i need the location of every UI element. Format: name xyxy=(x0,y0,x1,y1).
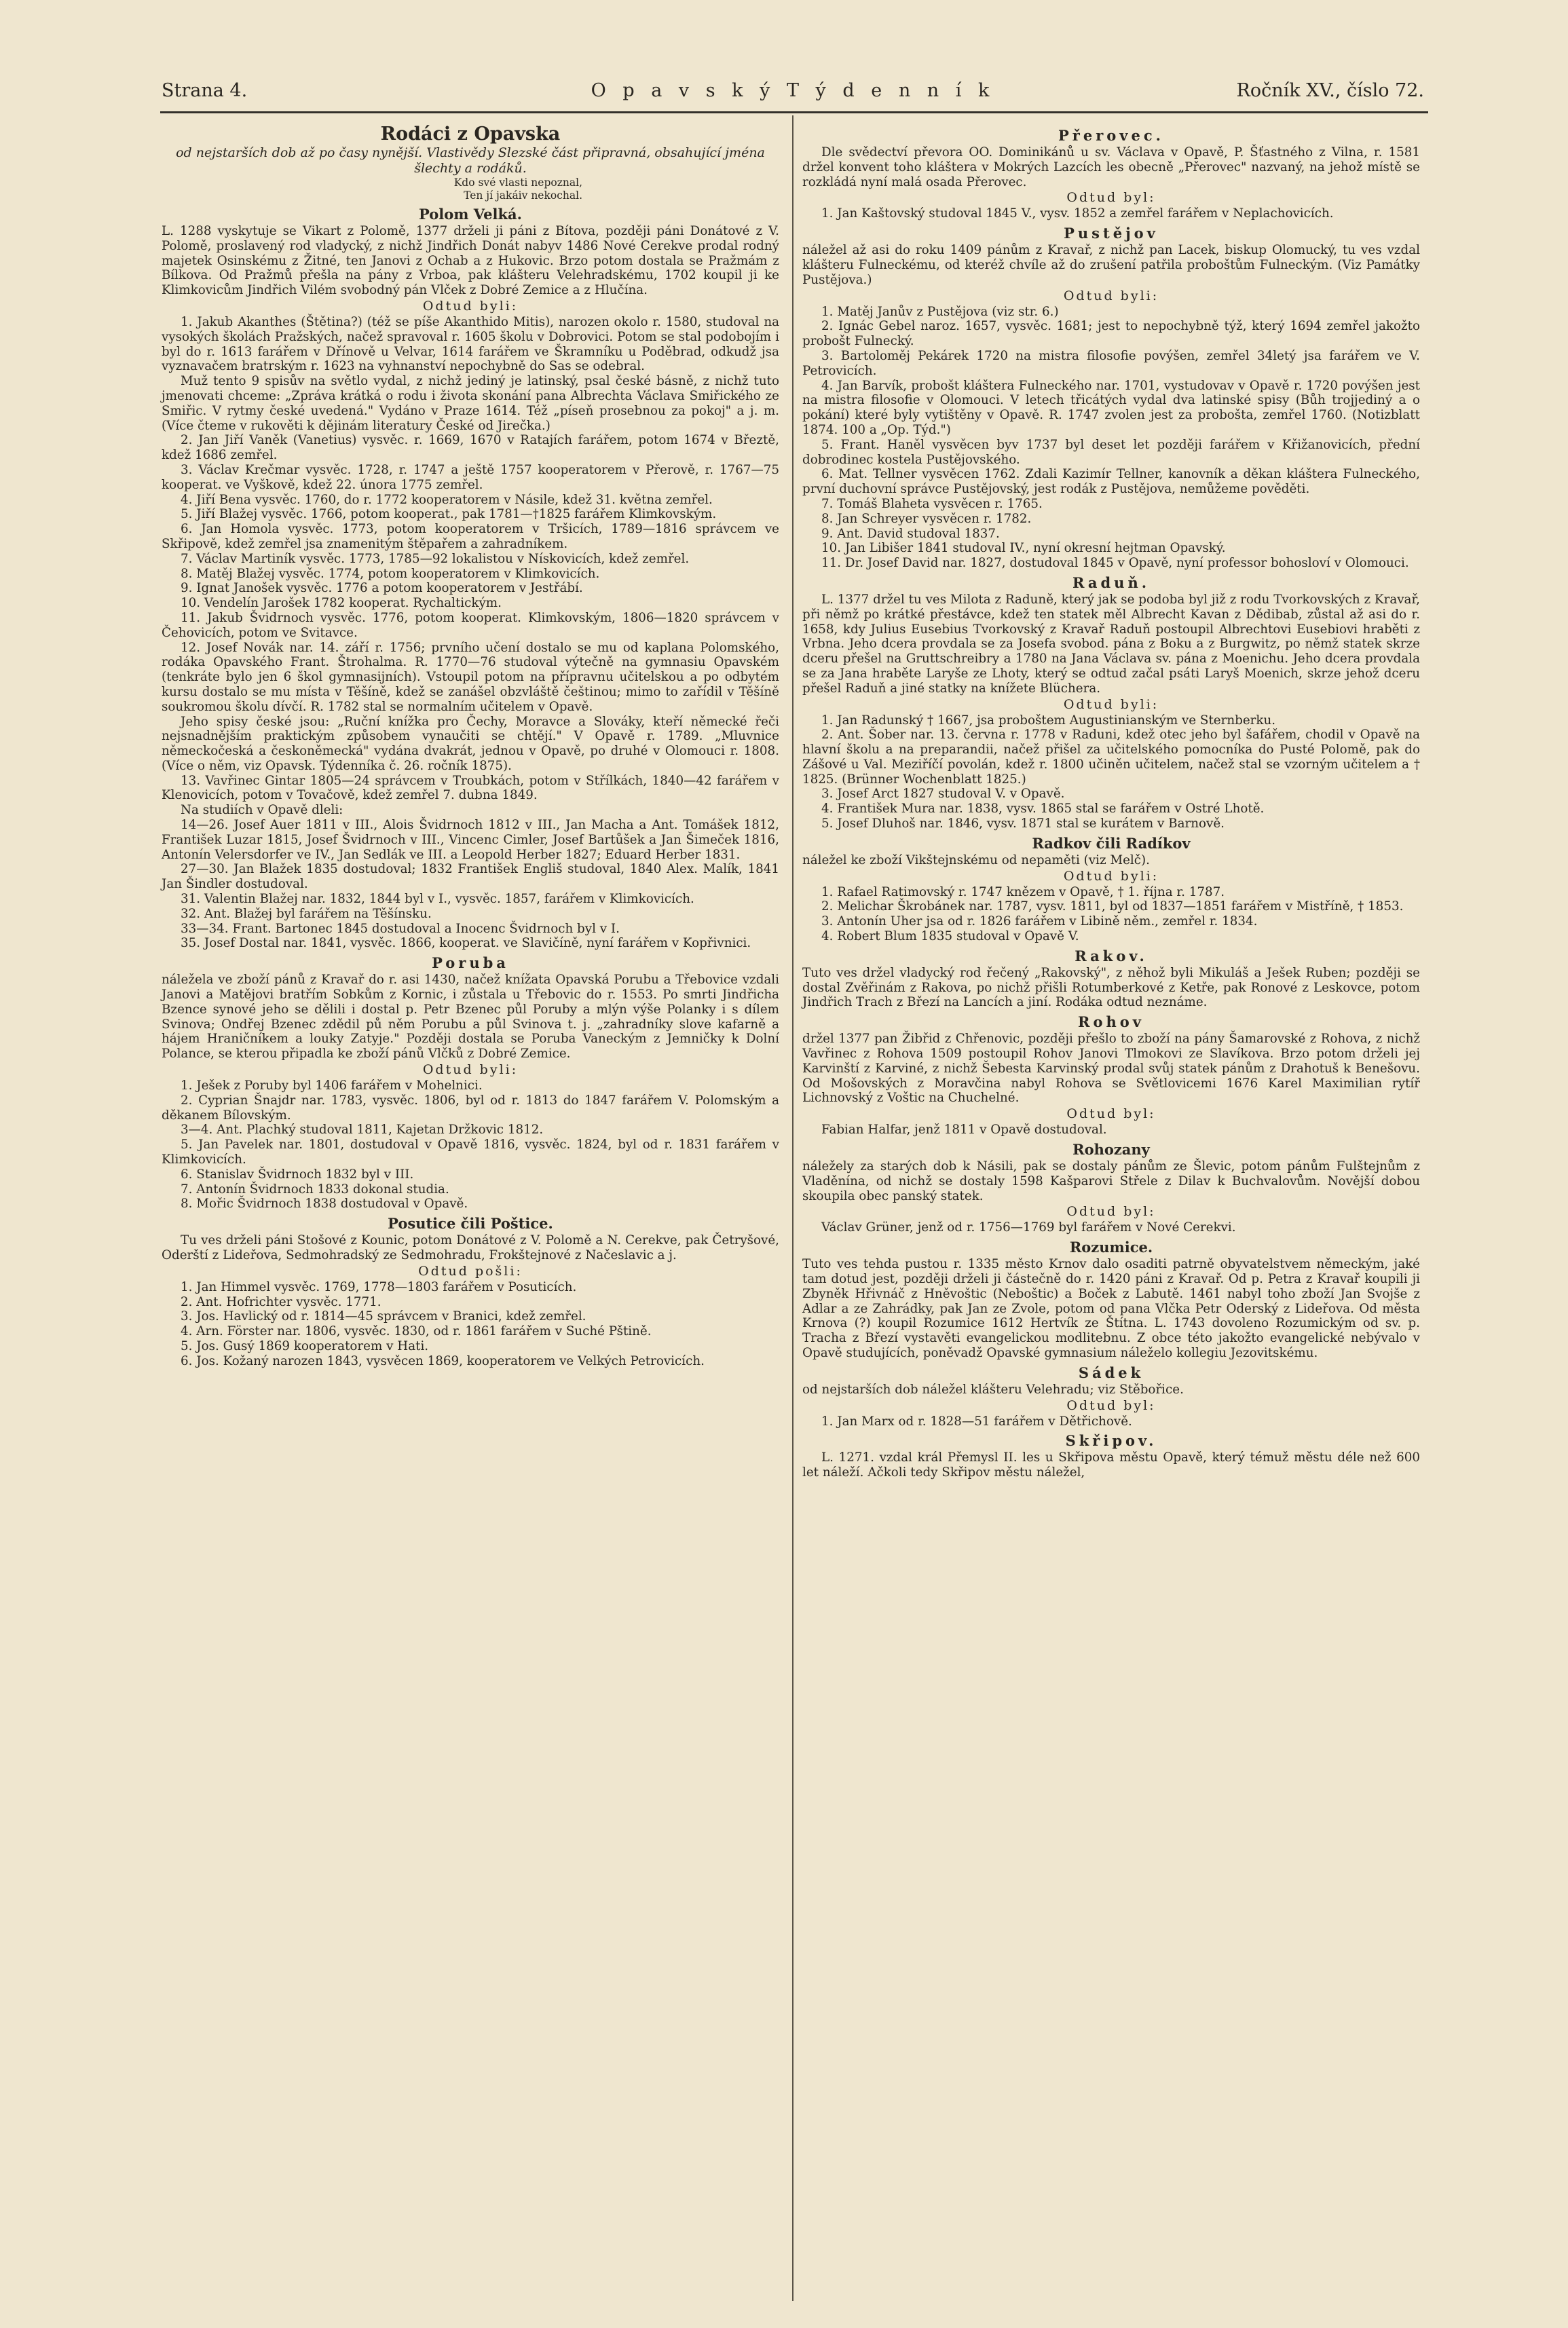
list-item: 31. Valentin Blažej nar. 1832, 1844 byl v I., vysvěc. 1857, farářem v Klimkovicích. xyxy=(181,892,694,907)
list-item: 8. Matěj Blažej vysvěc. 1774, potom kooperatorem v Klimkovicích. xyxy=(181,566,600,581)
list-item: 3—4. Ant. Plachký studoval 1811, Kajetan Držkovic 1812. xyxy=(181,1123,544,1138)
list-item: 1. Jan Himmel vysvěc. 1769, 1778—1803 farářem v Posuticích. xyxy=(181,1279,577,1294)
list-item: Jeho spisy české jsou: „Ruční knížka pro Čechy, Moravce a Slováky, kteří německé řeči nejsnadnějším praktickým způsobem vynaučiti se chtějí." V Opavě r. 1789. „Mluvnice německočeská a českoněmecká" vydána dvakrát, jednou v Opavě, po druhé v Olomouci r. 1808. (Více o něm, viz Opavsk. Týdenníka č. 26. ročník 1875). xyxy=(162,714,779,773)
list-item: 4. Jiří Bena vysvěc. 1760, do r. 1772 kooperatorem v Násile, kdež 31. května zemřel. xyxy=(181,492,713,507)
paragraph: náležel ke zboží Vikštejnskému od nepaměti (viz Melč). xyxy=(802,852,1150,867)
subheading: Odtud byl: xyxy=(1066,1397,1156,1413)
list-item: 6. Jos. Kožaný narozen 1843, vysvěcen 1869, kooperatorem ve Velkých Petrovicích. xyxy=(181,1353,705,1368)
list-item: 7. Antonín Švidrnoch 1833 dokonal studia. xyxy=(181,1182,449,1197)
subheading: Odtud byli: xyxy=(1063,288,1159,303)
page-number: Strana 4. xyxy=(162,80,248,101)
list-item: 4. Robert Blum 1835 studoval v Opavě V. xyxy=(821,929,1079,944)
subheading: Odtud byli: xyxy=(1063,868,1159,884)
list-item: 11. Jakub Švidrnoch vysvěc. 1776, potom kooperat. Klimkovským, 1806—1820 správcem v Čehovicích, potom ve Svitavce. xyxy=(162,610,779,640)
section-heading: Přerovec. xyxy=(1058,127,1164,144)
paragraph: Tuto ves tehda pustou r. 1335 město Krnov dalo osaditi patrně obyvatelstvem německým, jaké tam dotud jest, později drželi ji částečně do r. 1420 páni z Kravař. Od p. Petra z Kravař koupili ji Zbyněk Hřivnáč z Hněvoštic (Neboštic) a Boček z Labutě. 1461 nabyl toho zboží Jan Svojše z Adlar a ze Zahrádky, pak Jan ze Zvole, potom od pana Vlčka Petr Oderský z Lideřova. Od města Krnova (?) koupil Rozumice 1612 Hertvík ze Štítna. L. 1743 dovoleno Rozumickým od sv. p. Tracha z Březí vystavěti evangelickou modlitebnu. Z obce této jakožto evangelické nebývalo v Opavě studujících, poněvadž Opavské gymnasium náleželo kollegiu Jezovitskému. xyxy=(802,1257,1420,1360)
list-item: 1. Ješek z Poruby byl 1406 farářem v Mohelnici. xyxy=(181,1078,483,1093)
subheading: Odtud byl: xyxy=(1066,190,1156,206)
list-item: Na studiích v Opavě dleli: xyxy=(181,803,343,818)
subheading: Odtud byl: xyxy=(1066,1204,1156,1220)
list-item: 2. Jan Jiří Vaněk (Vanetius) vysvěc. r. 1669, 1670 v Ratajích farářem, potom 1674 v Březtě, kdež 1686 zemřel. xyxy=(162,433,779,463)
list-item: 2. Ignác Gebel naroz. 1657, vysvěc. 1681; jest to nepochybně týž, který 1694 zemřel jakožto probošt Fulnecký. xyxy=(802,319,1420,349)
paragraph: náležely za starých dob k Násili, pak se dostaly pánům ze Šlevic, potom pánům Fulštejnům z Vladěnína, od nichž se dostaly 1598 Kašparovi Střele z Dilav k Buchvalovům. Novější dobou skoupila obec panský statek. xyxy=(802,1159,1420,1203)
section-heading: Rozumice. xyxy=(1069,1239,1153,1256)
subheading: Odtud byli: xyxy=(422,1062,519,1078)
list-item: 8. Jan Schreyer vysvěcen r. 1782. xyxy=(821,511,1032,526)
list-item: 1. Jan Marx od r. 1828—51 farářem v Dětřichově. xyxy=(821,1414,1132,1429)
list-item: 3. Václav Krečmar vysvěc. 1728, r. 1747 a ještě 1757 kooperatorem v Přerově, r. 1767—75 kooperat. ve Vyškově, kdež 22. února 1775 zemřel. xyxy=(162,462,779,492)
paragraph: náležel až asi do roku 1409 pánům z Kravař, z nichž pan Lacek, biskup Olomucký, tu ves vzdal klášteru Fulneckému, od kteréž chvíle až do zrušení patřila proboštům Fulneckým. (Viz Památky Pustějova.) xyxy=(802,243,1420,287)
left-column xyxy=(162,124,779,1369)
list-item: 4. Jan Barvík, probošt kláštera Fulneckého nar. 1701, vystudovav v Opavě r. 1720 povýšen jest na mistra filosofie v Olomouci. V letech třicátých vydal dva latinské spisy (Bůh trojjediný a o pokání) které byly vytištěny v Opavě. R. 1747 zvolen jest za probošta, zemřel 1760. (Notizblatt 1874. 100 a „Op. Týd.") xyxy=(802,378,1420,437)
list-item: 13. Vavřinec Gintar 1805—24 správcem v Troubkách, potom v Střílkách, 1840—42 farářem v Klenovicích, potom v Tovačově, kdež zemřel 7. dubna 1849. xyxy=(162,773,779,803)
list-item: 6. Mat. Tellner vysvěcen 1762. Zdali Kazimír Tellner, kanovník a děkan kláštera Fulneckého, první duchovní správce Pustějovský, jest rodák z Pustějova, nemůžeme pověděti. xyxy=(802,467,1420,497)
subheading: Odtud byli: xyxy=(1063,696,1159,712)
list-item: 33—34. Frant. Bartonec 1845 dostudoval a Inocenc Švidrnoch byl v I. xyxy=(181,921,620,936)
list-item: 2. Cyprian Šnajdr nar. 1783, vysvěc. 1806, byl od r. 1813 do 1847 farářem V. Polomským a děkanem Bílovským. xyxy=(162,1093,779,1123)
list-item: 2. Ant. Šober nar. 13. června r. 1778 v Raduni, kdež otec jeho byl šafářem, chodil v Opavě na hlavní školu a na preparandii, načež přišel za učitelského pomocníka do Pusté Polomě, pak do Zášové u Val. Meziříčí povolán, kdež r. 1800 učiněn učitelem, načež stal se vzorným učitelem a † 1825. (Brünner Wochenblatt 1825.) xyxy=(802,728,1420,787)
list-item: 2. Ant. Hofrichter vysvěc. 1771. xyxy=(181,1294,381,1309)
list-item: Fabian Halfar, jenž 1811 v Opavě dostudoval. xyxy=(821,1123,1107,1138)
list-item: 32. Ant. Blažej byl farářem na Těšínsku. xyxy=(181,906,432,921)
list-item: 1. Matěj Janův z Pustějova (viz str. 6.) xyxy=(821,304,1059,319)
section-heading: Sádek xyxy=(1078,1364,1144,1381)
section-heading: Raduň. xyxy=(1072,574,1151,591)
motto-line: Ten jí jakáiv nekochal. xyxy=(464,189,582,202)
list-item: 7. Václav Martiník vysvěc. 1773, 1785—92 lokalistou v Nískovicích, kdež zemřel. xyxy=(181,551,690,566)
paragraph: Dle svědectví převora OO. Dominikánů u sv. Václava v Opavě, P. Šťastného z Vilna, r. 1581 držel konvent toho kláštera v Mokrých Lazcích les obecně „Přerovec" nazvaný, na jehož místě se rozkládá nyní malá osada Přerovec. xyxy=(802,145,1420,189)
section-heading: Rakov. xyxy=(1075,947,1148,964)
section-heading: Skřipov. xyxy=(1065,1432,1157,1450)
article-title: Rodáci z Opavska xyxy=(380,124,561,145)
paragraph: L. 1271. vzdal král Přemysl II. les u Skřipova městu Opavě, který témuž městu déle než 600 let náleží. Ačkoli tedy Skřipov městu náležel, xyxy=(802,1450,1420,1480)
section-heading: Posutice čili Poštice. xyxy=(388,1215,553,1233)
paragraph: držel 1377 pan Žibřid z Chřenovic, později přešlo to zboží na pány Šamarovské z Rohova, z nichž Vavřinec z Rohova 1509 postoupil Rohov Janovi Tlmokovi ze Slavíkova. Brzo potom drželi jej Karvinští z Karviné, z nichž Šebesta Karvinský prodal svůj statek pánům z Drahotuš k Benešovu. Od Mošovských z Moravčina nabyl Rohova se Světlovicemi 1676 Karel Maximilian rytíř Lichnovský z Voštic na Chuchelné. xyxy=(802,1032,1420,1106)
list-item: 11. Dr. Josef David nar. 1827, dostudoval 1845 v Opavě, nyní professor bohosloví v Olomouci. xyxy=(821,556,1409,571)
list-item: 35. Josef Dostal nar. 1841, vysvěc. 1866, kooperat. ve Slavičíně, nyní farářem v Kopřivnici. xyxy=(181,936,751,951)
page-header xyxy=(162,80,1424,114)
newspaper-title: O p a v s k ý T ý d e n n í k xyxy=(591,80,995,101)
list-item: 3. Bartoloměj Pekárek 1720 na mistra filosofie povýšen, zemřel 34letý jsa farářem ve V. Petrovicích. xyxy=(802,348,1420,378)
list-item: 5. Jan Pavelek nar. 1801, dostudoval v Opavě 1816, vysvěc. 1824, byl od r. 1831 farářem v Klimkovicích. xyxy=(162,1138,779,1167)
header-rule xyxy=(160,111,1428,113)
list-item: 5. Josef Dluhoš nar. 1846, vysv. 1871 stal se kurátem v Barnově. xyxy=(821,816,1225,831)
list-item: 2. Melichar Škrobánek nar. 1787, vysv. 1811, byl od 1837—1851 farářem v Mistříně, † 1853. xyxy=(821,899,1404,914)
list-item: 27—30. Jan Blažek 1835 dostudoval; 1832 František Engliš studoval, 1840 Alex. Malík, 1841 Jan Šindler dostudoval. xyxy=(162,862,779,892)
subheading: Odtud byli: xyxy=(422,298,519,314)
section-heading: Radkov čili Radíkov xyxy=(1032,834,1191,852)
list-item: 1. Jan Kaštovský studoval 1845 V., vysv. 1852 a zemřel farářem v Neplachovicích. xyxy=(821,206,1334,221)
section-heading: Polom Velká. xyxy=(419,206,522,223)
list-item: 6. Stanislav Švidrnoch 1832 byl v III. xyxy=(181,1167,414,1182)
list-item: 3. Jos. Havlický od r. 1814—45 správcem v Branici, kdež zemřel. xyxy=(181,1309,586,1324)
list-item: 14—26. Josef Auer 1811 v III., Alois Švidrnoch 1812 v III., Jan Macha a Ant. Tomášek 1812, František Luzar 1815, Josef Švidrnoch v III., Vincenc Cimler, Josef Bartůšek a Jan Šimeček 1816, Antonín Velersdorfer ve IV., Jan Sedlák ve III. a Leopold Herber 1827; Eduard Herber 1831. xyxy=(162,818,779,862)
list-item: 8. Mořic Švidrnoch 1838 dostudoval v Opavě. xyxy=(181,1197,468,1212)
list-item: 1. Jan Radunský † 1667, jsa proboštem Augustinianským ve Sternberku. xyxy=(821,713,1276,728)
list-item: 5. Jiří Blažej vysvěc. 1766, potom kooperat., pak 1781—†1825 farářem Klimkovským. xyxy=(181,507,717,522)
paragraph: Tu ves drželi páni Stošové z Kounic, potom Donátové z V. Polomě a N. Cerekve, pak Četryšové, Oderští z Lideřova, Sedmohradský ze Sedmohradu, Frokštejnové z Načeslavic a j. xyxy=(162,1233,779,1262)
section-heading: Rohov xyxy=(1078,1013,1144,1031)
list-item: Muž tento 9 spisův na světlo vydal, z nichž jediný je latinský, psal české básně, z nichž tuto jmenovati chceme: „Zpráva krátká o rodu i života skonání pana Albrechta Václava Smiřického ze Smiřic. V rytmy české uvedená." Vydáno v Praze 1614. Též „píseň prosebnou za pokoj" a j. m. (Více čteme v rukověti k dějinám literatury České od Jirečka.) xyxy=(162,374,779,433)
paragraph: Tuto ves držel vladycký rod řečený „Rakovský", z něhož byli Mikuláš a Ješek Ruben; později se dostal Zvěřinám z Rakova, po nichž přišli Rotumberkové z Ketře, pak Ronové z Leskovce, potom Jindřich Trach z Březí na Lancích a jiní. Rodáka odtud neznáme. xyxy=(802,965,1420,1010)
list-item: 1. Jakub Akanthes (Štětina?) (též se píše Akanthido Mitis), narozen okolo r. 1580, studoval na vysokých školách Pražských, načež spravoval r. 1605 školu v Dobrovici. Potom se stal podobojím i byl do r. 1613 farářem v Dřínově u Velvar, 1614 farářem ve Škramníku u Poděbrad, odkudž jsa vyznavačem bratrským r. 1623 na vyhnanství nepochybně do Sas se odebral. xyxy=(162,314,779,374)
paragraph: od nejstarších dob náležel klášteru Velehradu; viz Stěbořice. xyxy=(802,1382,1184,1397)
paragraph: L. 1288 vyskytuje se Vikart z Polomě, 1377 drželi ji páni z Bítova, později páni Donátové z V. Polomě, proslavený rod vladycký, z nichž Jindřich Donát nabyv 1486 Nové Cerekve prodal rodný majetek Osinskému z Žitné, ten Janovi z Ochab a z Hukovic. Brzo potom dostala se Pražmám z Bílkova. Od Pražmů přešla na pány z Vrboa, pak klášteru Velehradskému, 1702 koupil ji ke Klimkovicům Jindřich Vilém svobodný pán Vlček z Dobré Zemice a z Hlučína. xyxy=(162,224,779,298)
list-item: 9. Ant. David studoval 1837. xyxy=(821,526,1000,541)
list-item: 5. Jos. Gusý 1869 kooperatorem v Hati. xyxy=(181,1338,429,1353)
list-item: Václav Grüner, jenž od r. 1756—1769 byl farářem v Nové Cerekvi. xyxy=(821,1220,1236,1235)
list-item: 4. Arn. Förster nar. 1806, vysvěc. 1830, od r. 1861 farářem v Suché Pštině. xyxy=(181,1324,652,1339)
list-item: 12. Josef Novák nar. 14. září r. 1756; prvního učení dostalo se mu od kaplana Polomského, rodáka Opavského Frant. Štrohalma. R. 1770—76 studoval výtečně na gymnasiu Opavském (tenkráte bylo jen 6 škol gymnasijních). Vstoupil potom na přípravnu učitelskou a po odbytém kursu dostalo se mu místa v Těšíně, kdež se zanášel obzvláště češtinou; mimo to zařídil v Těšíně soukromou školu dívčí. R. 1782 stal se normalním učitelem v Opavě. xyxy=(162,640,779,714)
section-heading: Pustějov xyxy=(1064,225,1159,242)
list-item: 1. Rafael Ratimovský r. 1747 knězem v Opavě, † 1. října r. 1787. xyxy=(821,884,1225,899)
list-item: 5. Frant. Haněl vysvěcen byv 1737 byl deset let později farářem v Křižanovicích, přední dobrodinec kostela Pustějovského. xyxy=(802,437,1420,467)
motto-line: Kdo své vlasti nepoznal, xyxy=(453,176,582,189)
list-item: 9. Ignat Janošek vysvěc. 1776 a potom kooperatorem v Jestřábí. xyxy=(181,581,583,596)
list-item: 10. Jan Libišer 1841 studoval IV., nyní okresní hejtman Opavský. xyxy=(821,541,1226,556)
list-item: 7. Tomáš Blaheta vysvěcen r. 1765. xyxy=(821,496,1043,511)
subheading: Odtud pošli: xyxy=(418,1263,523,1279)
column-divider xyxy=(792,115,794,2301)
issue-number: Ročník XV., číslo 72. xyxy=(1236,80,1424,101)
section-heading: Poruba xyxy=(432,954,509,972)
list-item: 10. Vendelín Jarošek 1782 kooperat. Rychaltickým. xyxy=(181,596,502,611)
paragraph: L. 1377 držel tu ves Milota z Raduně, který jak se podoba byl již z rodu Tvorkovských z Kravař, při němž po krátké přestávce, kdež ten statek měl Albrecht Kavan z Dědibab, zůstal až asi do r. 1658, kdy Julius Eusebius Tvorkovský z Kravař Raduň postoupil Albrechtovi Eusebiovi hraběti z Vrbna. Jeho dcera provdala se za Josefa svobod. pána z Boku a z Burgwitz, po němž statek skrze dceru přešel na Gruttschreibry a 1780 na Jana Václava sv. pána z Moenichu. Jeho dcera provdala se za Jana hraběte Laryše ze Lhoty, který se odtud začal psáti Laryš Moenich, skrze jehož dceru přešel Raduň a jiné statky na knížete Blüchera. xyxy=(802,592,1420,696)
paragraph: náležela ve zboží pánů z Kravař do r. asi 1430, načež knížata Opavská Porubu a Třebovice vzdali Janovi a Matějovi bratřím Sobkům z Kornic, i zůstala u Třebovic do r. 1553. Po smrti Jindřicha Bzence synové jeho se dělili i dostal p. Petr Bzenec půl Poruby a mlýn výše Polanky i s dílem Svinova; Ondřej Bzenec zdědil pů něm Porubu a půl Svinova t. j. „zahradníky slove kafarně a hájem Hraničníkem a louky Zatyje." Později dostala se Poruba Vaneckým z Jemničky k Dolní Polance, se kterou připadla ke zboží pánů Vlčků z Dobré Zemice. xyxy=(162,973,779,1062)
article-subtitle: od nejstarších dob až po časy nynější. Vlastivědy Slezské část připravná, obsahující jména šlechty a rodáků. xyxy=(176,145,765,176)
list-item: 3. Antonín Uher jsa od r. 1826 farářem v Libině něm., zemřel r. 1834. xyxy=(821,914,1258,929)
list-item: 3. Josef Arct 1827 studoval V. v Opavě. xyxy=(821,787,1065,802)
section-heading: Rohozany xyxy=(1072,1141,1150,1159)
list-item: 6. Jan Homola vysvěc. 1773, potom kooperatorem v Tršicích, 1789—1816 správcem ve Skřipově, kdež zemřel jsa znamenitým štěpařem a zahradníkem. xyxy=(162,522,779,551)
subheading: Odtud byl: xyxy=(1066,1106,1156,1122)
right-column xyxy=(802,124,1420,1480)
list-item: 4. František Mura nar. 1838, vysv. 1865 stal se farářem v Ostré Lhotě. xyxy=(821,802,1265,816)
